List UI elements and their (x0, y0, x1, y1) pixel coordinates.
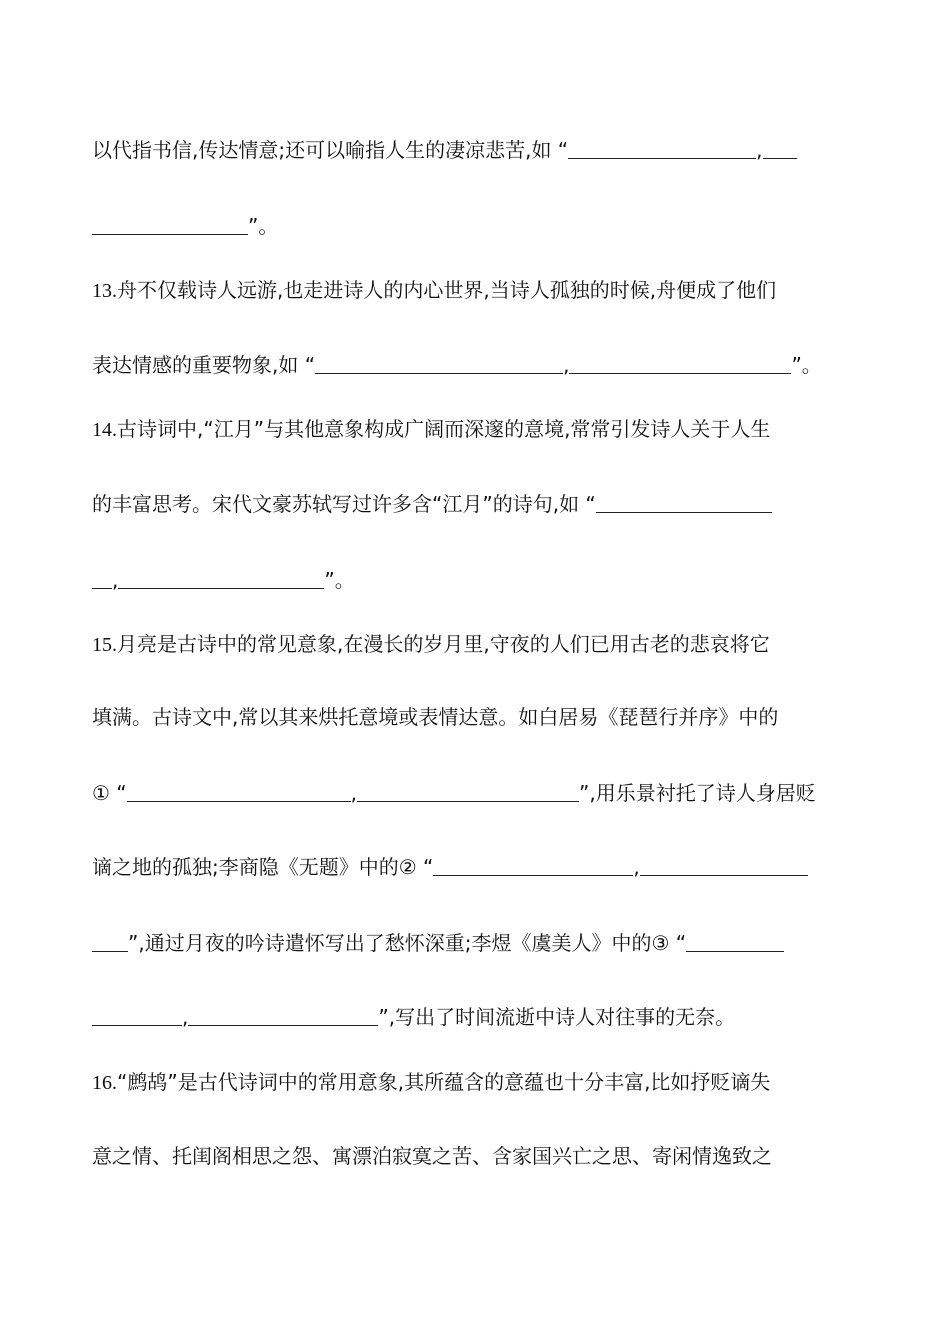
answer-blank[interactable] (763, 138, 797, 159)
question-text: “鹧鸪”是古代诗词中的常用意象,其所蕴含的意蕴也十分丰富,比如抒贬谪失 (117, 1070, 771, 1094)
line-text: ”。 (324, 568, 355, 592)
text-line (92, 1142, 862, 1170)
text-line (92, 929, 862, 957)
answer-blank[interactable] (686, 931, 784, 952)
text-line (92, 490, 862, 518)
line-text: ”。 (248, 214, 279, 238)
text-line (92, 136, 862, 164)
question-number: 15. (92, 634, 117, 656)
line-text: ”,通过月夜的吟诗遣怀写出了愁怀深重;李煜《虞美人》中的③ “ (128, 931, 687, 955)
separator: , (633, 855, 640, 879)
line-text: 填满。古诗文中,常以其来烘托意境或表情达意。如白居易《琵琶行并序》中的 (92, 705, 779, 729)
question-number: 14. (92, 419, 117, 441)
separator: , (756, 138, 763, 162)
line-text: 意之情、托闺阁相思之怨、寓漂泊寂寞之苦、含家国兴亡之思、寄闲情逸致之 (92, 1144, 772, 1168)
answer-blank[interactable] (433, 855, 633, 876)
question-15-line (92, 630, 862, 659)
line-text: 谪之地的孤独;李商隐《无题》中的② “ (92, 855, 434, 879)
answer-blank[interactable] (569, 353, 791, 374)
text-line (92, 1003, 862, 1031)
text-line (92, 566, 862, 594)
line-text: ”。 (791, 353, 822, 377)
answer-blank[interactable] (357, 781, 579, 802)
line-text: ”,写出了时间流逝中诗人对往事的无奈。 (378, 1005, 736, 1029)
question-number: 13. (92, 280, 117, 302)
question-text: 月亮是古诗中的常见意象,在漫长的岁月里,守夜的人们已用古老的悲哀将它 (117, 632, 770, 656)
separator: , (563, 353, 570, 377)
answer-blank[interactable] (118, 568, 324, 589)
answer-blank[interactable] (92, 214, 248, 235)
separator: , (112, 568, 119, 592)
text-line (92, 779, 862, 807)
question-number: 16. (92, 1072, 117, 1094)
line-text: ”,用乐景衬托了诗人身居贬 (579, 781, 816, 805)
separator: , (350, 781, 358, 805)
line-text: 的丰富思考。宋代文豪苏轼写过许多含“江月”的诗句,如 “ (92, 492, 596, 516)
question-13-line (92, 276, 862, 305)
answer-blank[interactable] (127, 781, 351, 802)
text-line (92, 853, 862, 881)
answer-blank[interactable] (315, 353, 563, 374)
line-text: 以代指书信,传达情意;还可以喻指人生的凄凉悲苦,如 “ (92, 138, 569, 162)
separator: , (182, 1005, 189, 1029)
answer-blank[interactable] (92, 568, 112, 589)
answer-blank[interactable] (92, 1005, 182, 1026)
text-line (92, 703, 862, 731)
answer-blank[interactable] (596, 492, 772, 513)
question-14-line (92, 415, 862, 444)
question-text: 舟不仅载诗人远游,也走进诗人的内心世界,当诗人孤独的时候,舟便成了他们 (117, 278, 777, 302)
answer-blank[interactable] (188, 1005, 378, 1026)
text-line (92, 351, 862, 379)
answer-blank[interactable] (92, 931, 128, 952)
question-text: 古诗词中,“江月”与其他意象构成广阔而深邃的意境,常常引发诗人关于人生 (117, 417, 771, 441)
text-line (92, 212, 862, 240)
question-16-line (92, 1068, 862, 1097)
answer-blank[interactable] (568, 138, 756, 159)
line-text: 表达情感的重要物象,如 “ (92, 353, 316, 377)
line-text: ① “ (92, 781, 127, 805)
answer-blank[interactable] (640, 855, 808, 876)
